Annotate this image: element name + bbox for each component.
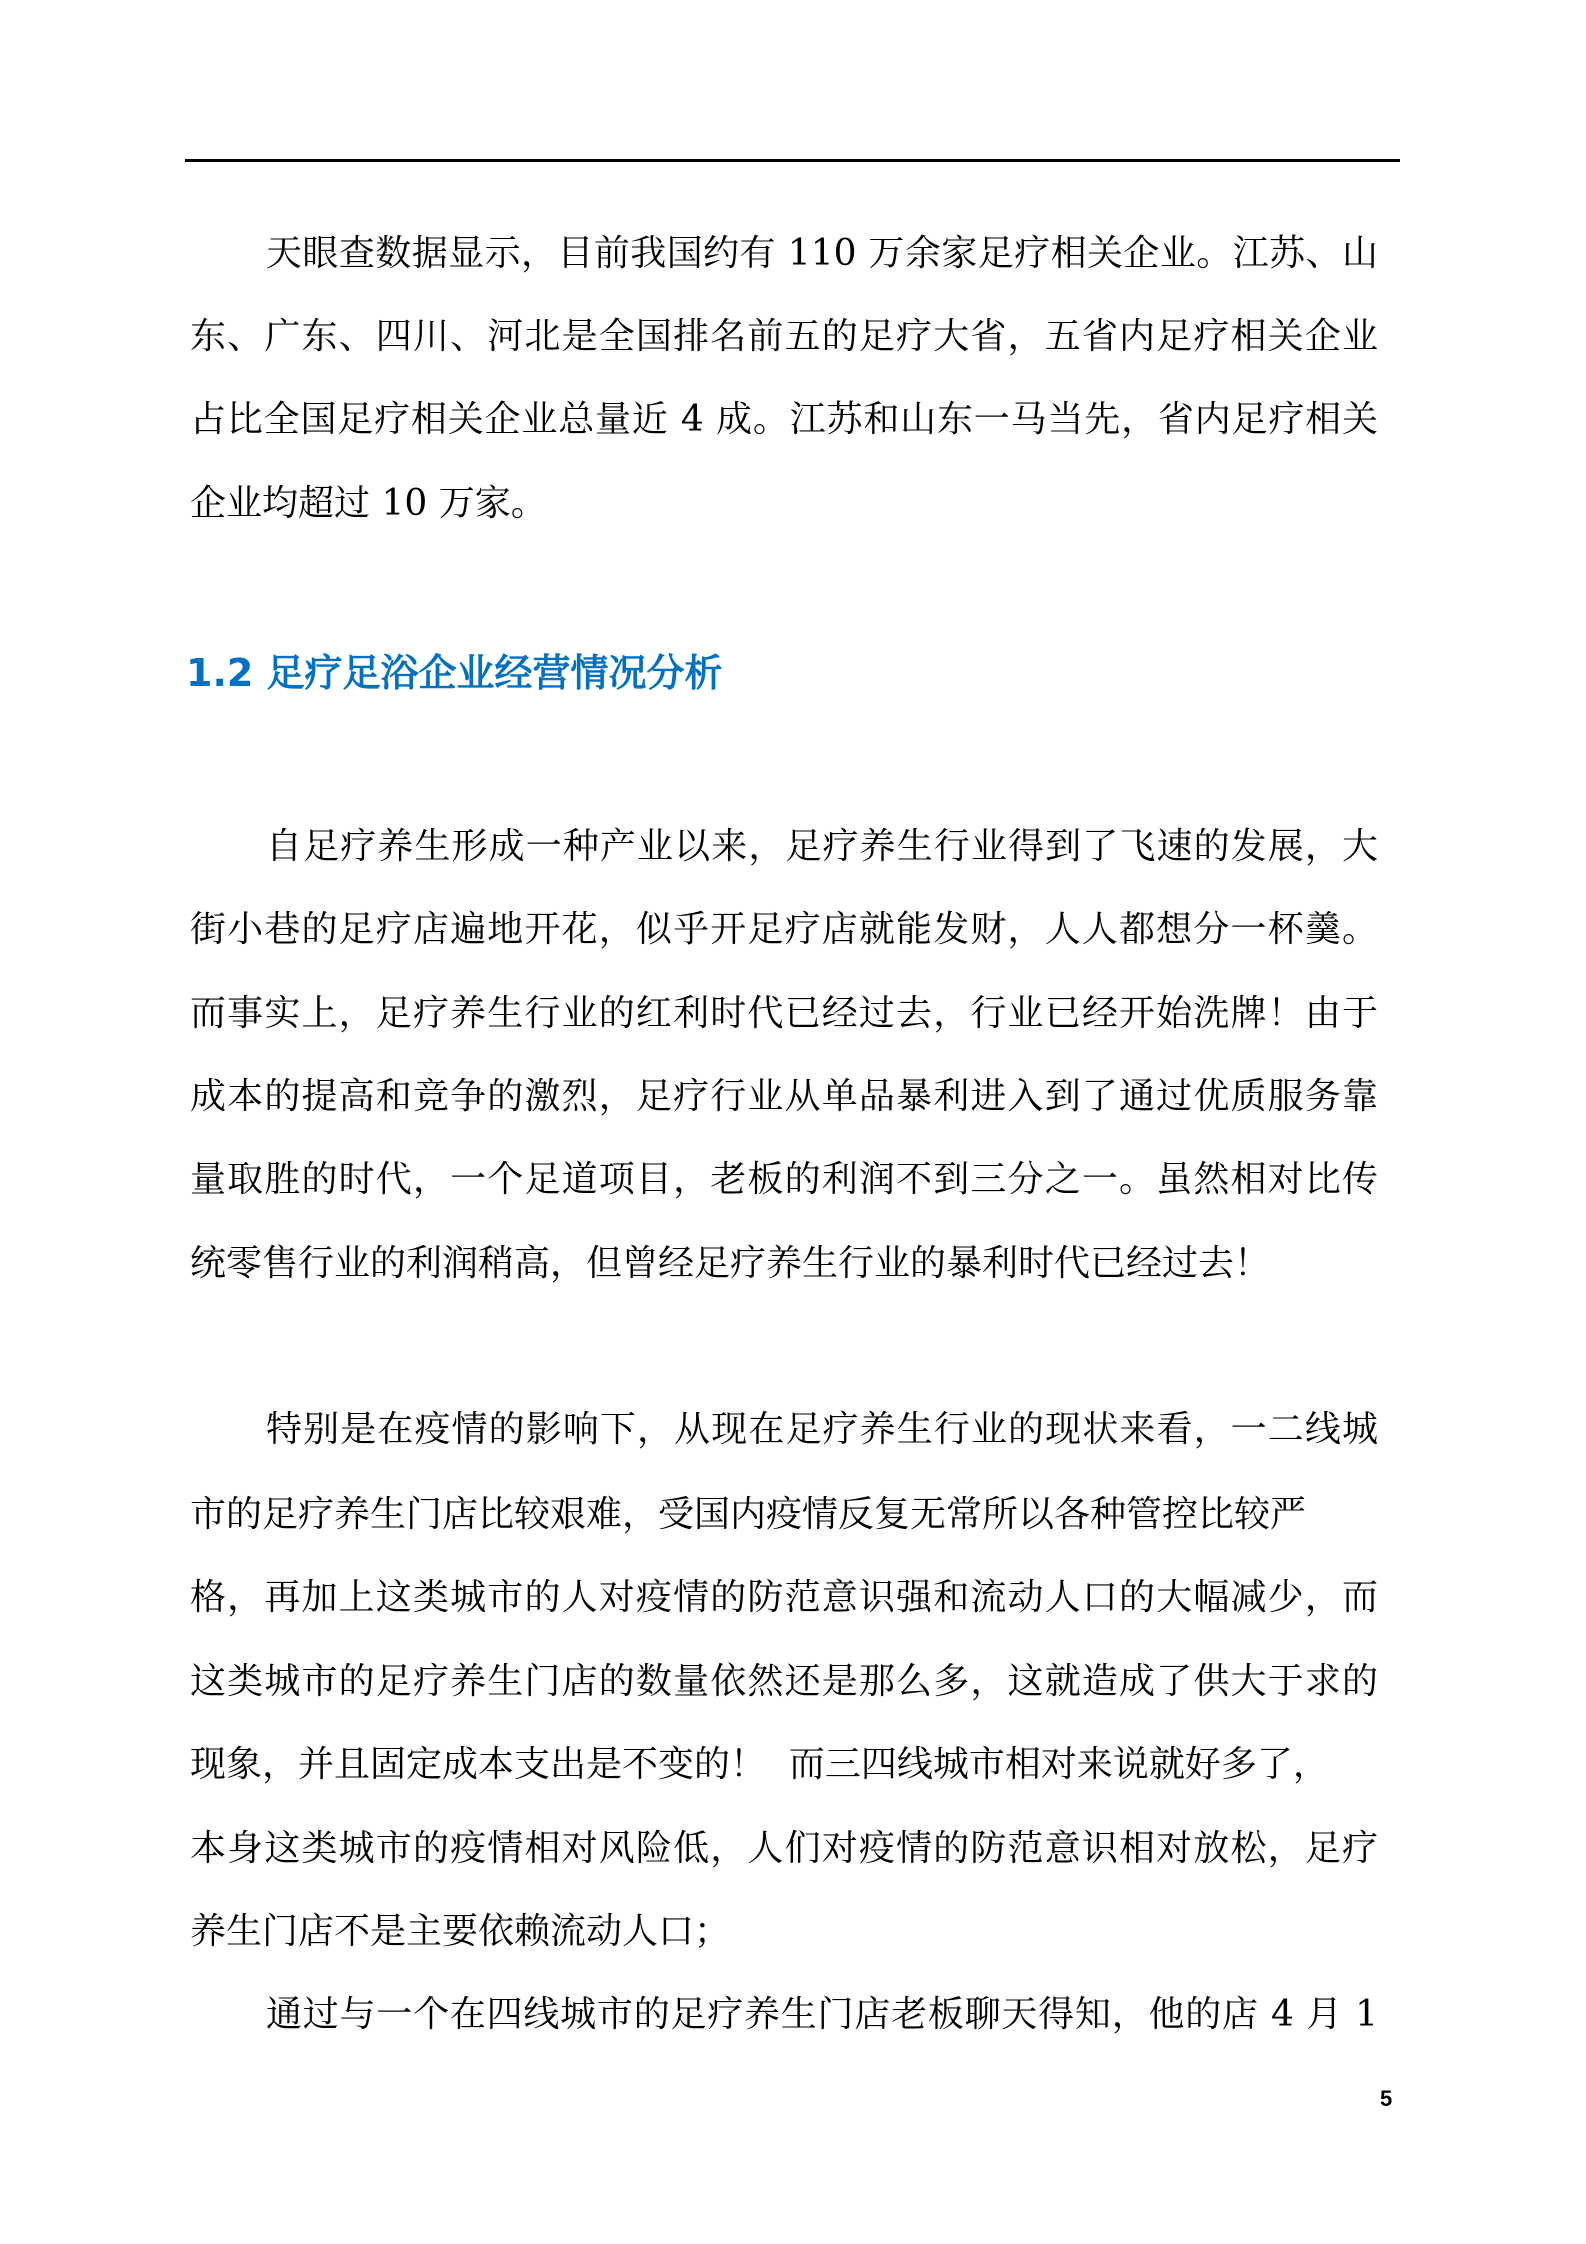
paragraph-2-line-3: 而事实上，足疗养生行业的红利时代已经过去，行业已经开始洗牌！由于 — [190, 993, 1378, 1034]
paragraph-3-line-2: 市的足疗养生门店比较艰难，受国内疫情反复无常所以各种管控比较严 — [190, 1494, 1307, 1535]
page-number: 5 — [1380, 2086, 1393, 2111]
paragraph-1-line-1: 天眼查数据显示，目前我国约有 110 万余家足疗相关企业。江苏、山 — [266, 233, 1378, 274]
paragraph-3-line-7: 养生门店不是主要依赖流动人口； — [190, 1911, 731, 1952]
paragraph-1-line-2: 东、广东、四川、河北是全国排名前五的足疗大省，五省内足疗相关企业 — [190, 316, 1378, 357]
paragraph-2-line-1: 自足疗养生形成一种产业以来，足疗养生行业得到了飞速的发展，大 — [266, 826, 1378, 867]
paragraph-3-line-3: 格，再加上这类城市的人对疫情的防范意识强和流动人口的大幅减少，而 — [190, 1577, 1378, 1618]
paragraph-4-line-1: 通过与一个在四线城市的足疗养生门店老板聊天得知，他的店 4 月 1 — [266, 1994, 1378, 2035]
paragraph-2-line-5: 量取胜的时代，一个足道项目，老板的利润不到三分之一。虽然相对比传 — [190, 1159, 1378, 1200]
paragraph-3-line-4: 这类城市的足疗养生门店的数量依然还是那么多，这就造成了供大于求的 — [190, 1661, 1378, 1702]
paragraph-3-line-1: 特别是在疫情的影响下，从现在足疗养生行业的现状来看，一二线城 — [266, 1409, 1378, 1450]
section-heading: 1.2 足疗足浴企业经营情况分析 — [186, 651, 723, 695]
paragraph-2-line-2: 街小巷的足疗店遍地开花，似乎开足疗店就能发财，人人都想分一杯羹。 — [190, 909, 1378, 950]
paragraph-1-line-4: 企业均超过 10 万家。 — [190, 483, 547, 524]
paragraph-1-line-3: 占比全国足疗相关企业总量近 4 成。江苏和山东一马当先，省内足疗相关 — [190, 399, 1378, 440]
paragraph-3-line-6: 本身这类城市的疫情相对风险低，人们对疫情的防范意识相对放松，足疗 — [190, 1828, 1378, 1869]
paragraph-2-line-4: 成本的提高和竞争的激烈，足疗行业从单品暴利进入到了通过优质服务靠 — [190, 1076, 1378, 1117]
paragraph-2-line-6: 统零售行业的利润稍高，但曾经足疗养生行业的暴利时代已经过去！ — [190, 1243, 1271, 1284]
header-rule — [185, 159, 1400, 162]
paragraph-3-line-5: 现象，并且固定成本支出是不变的！ 而三四线城市相对来说就好多了， — [190, 1744, 1329, 1785]
